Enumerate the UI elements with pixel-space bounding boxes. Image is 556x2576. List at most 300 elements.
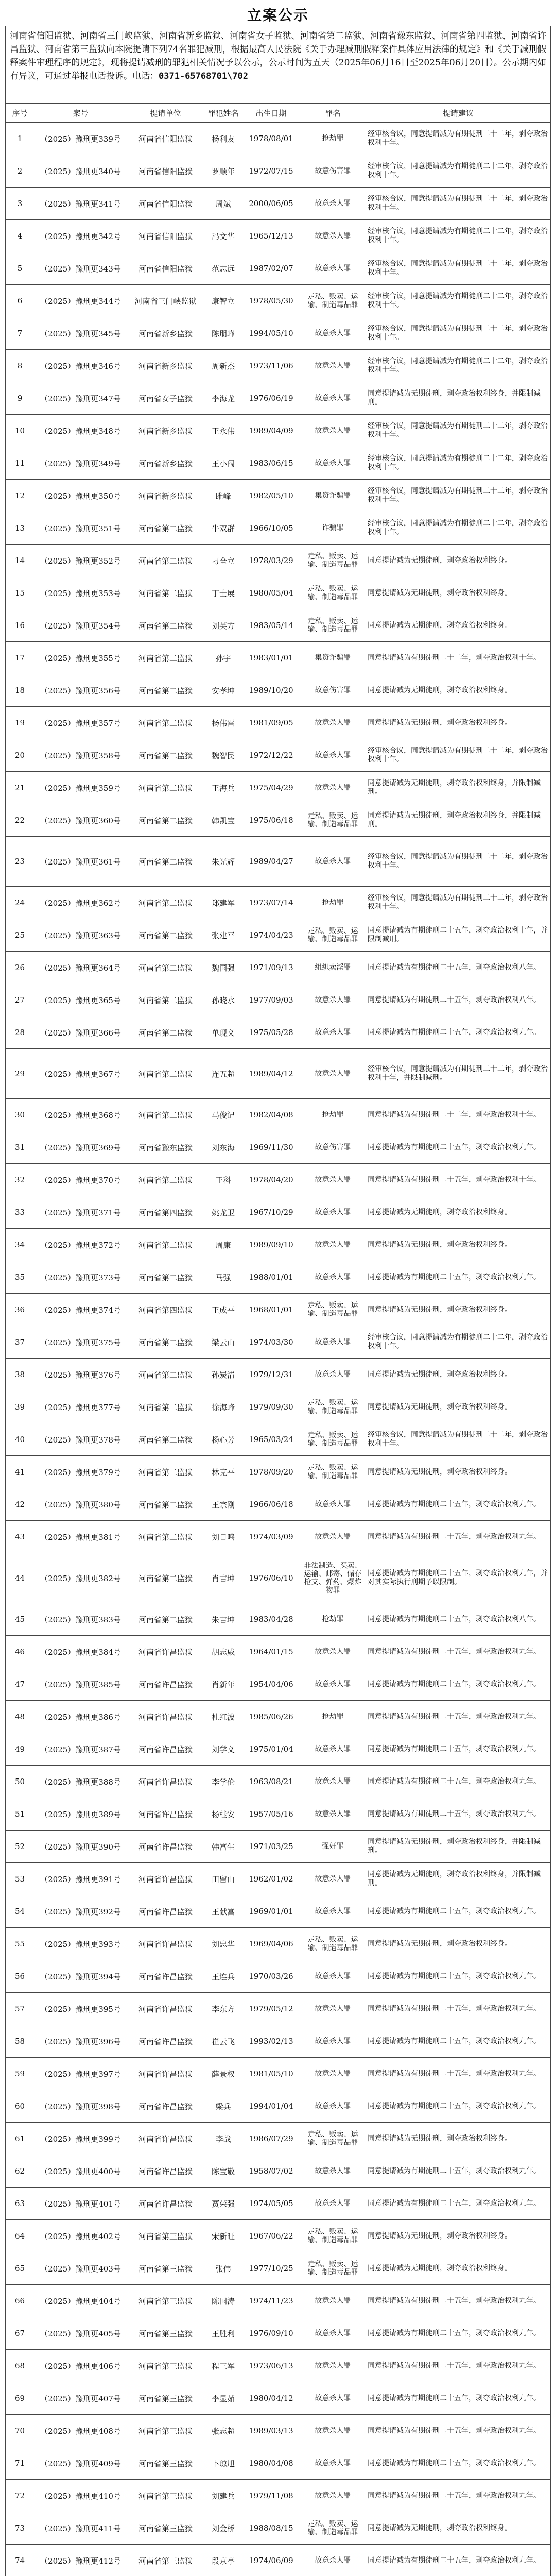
table-row: [6, 837, 551, 887]
cell-no: 54: [6, 1895, 34, 1928]
cell-suggestion: 同意提请减为有期徒刑二十五年，剥夺政治权利九年。: [366, 2545, 551, 2576]
cell-case: （2025）豫刑更373号: [34, 1261, 127, 1294]
cell-crime: 走私、贩卖、运输、制造毒品罪: [300, 609, 366, 642]
cell-case: （2025）豫刑更370号: [34, 1164, 127, 1196]
cell-unit: 河南省信阳监狱: [127, 220, 204, 252]
cell-no: 17: [6, 642, 34, 674]
cell-no: 6: [6, 285, 34, 317]
cell-crime: 故意杀人罪: [300, 1636, 366, 1668]
cell-case: （2025）豫刑更347号: [34, 382, 127, 415]
cell-name: 肖吉坤: [204, 1553, 242, 1603]
cell-no: 22: [6, 804, 34, 837]
cell-unit: 河南省信阳监狱: [127, 123, 204, 155]
cell-crime: 故意杀人罪: [300, 350, 366, 382]
table-row: [6, 2480, 551, 2512]
table-row: [6, 919, 551, 952]
cell-name: 刘东海: [204, 1131, 242, 1164]
cell-case: （2025）豫刑更411号: [34, 2512, 127, 2545]
cell-unit: 河南省许昌监狱: [127, 1636, 204, 1668]
cell-suggestion: 同意提请减为有期徒刑二十五年，剥夺政治权利九年。: [366, 2285, 551, 2317]
table-row: [6, 2025, 551, 2058]
cell-unit: 河南省新乡监狱: [127, 415, 204, 447]
table-row: [6, 1668, 551, 1701]
cell-unit: 河南省第二监狱: [127, 1326, 204, 1359]
cell-suggestion: 经审核合议，同意提请减为有期徒刑二十二年，剥夺政治权利十年。: [366, 317, 551, 350]
table-row: [6, 642, 551, 674]
cell-suggestion: 经审核合议，同意提请减为有期徒刑二十二年，剥夺政治权利十年。: [366, 739, 551, 772]
cell-unit: 河南省第二监狱: [127, 1016, 204, 1049]
cell-crime: 故意杀人罪: [300, 707, 366, 739]
cell-name: 朱光辉: [204, 837, 242, 887]
cell-no: 12: [6, 480, 34, 512]
cell-case: （2025）豫刑更405号: [34, 2317, 127, 2350]
cell-no: 70: [6, 2415, 34, 2447]
cell-suggestion: 经审核合议，同意提请减为有期徒刑二十二年，剥夺政治权利十年。: [366, 887, 551, 919]
cell-unit: 河南省第二监狱: [127, 739, 204, 772]
cell-case: （2025）豫刑更374号: [34, 1294, 127, 1326]
cell-crime: 故意杀人罪: [300, 1993, 366, 2025]
table-row: [6, 1294, 551, 1326]
cell-dob: 1958/07/02: [242, 2155, 300, 2188]
cell-unit: 河南省第二监狱: [127, 609, 204, 642]
cell-case: （2025）豫刑更371号: [34, 1196, 127, 1229]
cell-unit: 河南省许昌监狱: [127, 2090, 204, 2123]
cell-no: 36: [6, 1294, 34, 1326]
cell-name: 牛双群: [204, 512, 242, 545]
cell-dob: 1970/03/26: [242, 1960, 300, 1993]
table-row: [6, 480, 551, 512]
cell-dob: 1966/06/18: [242, 1488, 300, 1521]
table-row: [6, 1016, 551, 1049]
cell-unit: 河南省第二监狱: [127, 1423, 204, 1456]
cell-case: （2025）豫刑更375号: [34, 1326, 127, 1359]
cell-unit: 河南省许昌监狱: [127, 1831, 204, 1863]
cell-suggestion: 同意提请减为无期徒刑，剥夺政治权利终身。: [366, 577, 551, 609]
cell-unit: 河南省第二监狱: [127, 1164, 204, 1196]
cell-suggestion: 同意提请减为有期徒刑二十五年，剥夺政治权利九年。: [366, 2447, 551, 2480]
cell-suggestion: 同意提请减为有期徒刑二十五年，剥夺政治权利九年。: [366, 1701, 551, 1733]
cell-no: 38: [6, 1359, 34, 1391]
cell-suggestion: 同意提请减为无期徒刑，剥夺政治权利终身。: [366, 609, 551, 642]
cell-dob: 1973/11/06: [242, 350, 300, 382]
cell-unit: 河南省第二监狱: [127, 1099, 204, 1131]
case-table: [5, 103, 551, 2576]
cell-case: （2025）豫刑更368号: [34, 1099, 127, 1131]
cell-name: 范志远: [204, 252, 242, 285]
cell-crime: 故意杀人罪: [300, 2317, 366, 2350]
table-row: [6, 1636, 551, 1668]
cell-name: 孙宇: [204, 642, 242, 674]
cell-suggestion: 同意提请减为有期徒刑二十五年，剥夺政治权利九年。: [366, 1960, 551, 1993]
cell-case: （2025）豫刑更388号: [34, 1766, 127, 1798]
cell-case: （2025）豫刑更377号: [34, 1391, 127, 1423]
cell-crime: 走私、贩卖、运输、制造毒品罪: [300, 2512, 366, 2545]
cell-unit: 河南省第二监狱: [127, 707, 204, 739]
cell-crime: 故意杀人罪: [300, 772, 366, 804]
table-row: [6, 2123, 551, 2155]
cell-suggestion: 同意提请减为有期徒刑二十五年，剥夺政治权利九年。: [366, 1766, 551, 1798]
cell-crime: 故意杀人罪: [300, 1798, 366, 1831]
cell-unit: 河南省第二监狱: [127, 674, 204, 707]
cell-name: 王宗刚: [204, 1488, 242, 1521]
cell-no: 66: [6, 2285, 34, 2317]
cell-dob: 1966/10/05: [242, 512, 300, 545]
table-row: [6, 1521, 551, 1553]
cell-no: 73: [6, 2512, 34, 2545]
cell-dob: 1985/06/26: [242, 1701, 300, 1733]
cell-case: （2025）豫刑更406号: [34, 2350, 127, 2382]
cell-crime: 故意杀人罪: [300, 1049, 366, 1099]
cell-no: 27: [6, 984, 34, 1016]
table-row: [6, 887, 551, 919]
cell-crime: 走私、贩卖、运输、制造毒品罪: [300, 2123, 366, 2155]
cell-case: （2025）豫刑更394号: [34, 1960, 127, 1993]
cell-name: 刘金桥: [204, 2512, 242, 2545]
table-row: [6, 1229, 551, 1261]
cell-suggestion: 经审核合议，同意提请减为有期徒刑二十二年，剥夺政治权利十年。: [366, 188, 551, 220]
header-dob: 出生日期: [242, 104, 300, 123]
cell-case: （2025）豫刑更361号: [34, 837, 127, 887]
cell-case: （2025）豫刑更399号: [34, 2123, 127, 2155]
table-row: [6, 1960, 551, 1993]
table-row: [6, 1798, 551, 1831]
cell-case: （2025）豫刑更391号: [34, 1863, 127, 1895]
cell-no: 63: [6, 2188, 34, 2220]
cell-unit: 河南省第二监狱: [127, 642, 204, 674]
cell-no: 52: [6, 1831, 34, 1863]
cell-crime: 强奸罪: [300, 1831, 366, 1863]
cell-unit: 河南省第三监狱: [127, 2350, 204, 2382]
table-row: [6, 545, 551, 577]
cell-name: 贾荣强: [204, 2188, 242, 2220]
cell-suggestion: 同意提请减为有期徒刑二十五年，剥夺政治权利九年。: [366, 2025, 551, 2058]
cell-case: （2025）豫刑更392号: [34, 1895, 127, 1928]
table-row: [6, 317, 551, 350]
cell-name: 康智立: [204, 285, 242, 317]
cell-dob: 1977/09/03: [242, 984, 300, 1016]
cell-name: 李显茹: [204, 2382, 242, 2415]
cell-crime: 故意杀人罪: [300, 1488, 366, 1521]
cell-dob: 1968/01/01: [242, 1294, 300, 1326]
intro-text: 河南省信阳监狱、河南省三门峡监狱、河南省新乡监狱、河南省女子监狱、河南省第二监狱、河南省豫东监狱、河南省第四监狱、河南省许昌监狱、河南省第三监狱向本院提请下列74名罪犯减刑，根据最高人民法院《关于办理减刑假释案件具体应用法律的规定》和《关于减刑假释案件审理程序的规定》，现将提请减刑的罪犯相关情况予以公示，公示时间为五天（2025年06月16日至2025年06月20日）。公示期内如有异议，可通过举报电话投诉。电话：: [10, 31, 546, 81]
cell-unit: 河南省第二监狱: [127, 984, 204, 1016]
table-row: [6, 2285, 551, 2317]
cell-name: 李东方: [204, 1993, 242, 2025]
cell-case: （2025）豫刑更357号: [34, 707, 127, 739]
cell-name: 连五超: [204, 1049, 242, 1099]
cell-unit: 河南省许昌监狱: [127, 2155, 204, 2188]
cell-suggestion: 同意提请减为无期徒刑，剥夺政治权利终身。: [366, 2123, 551, 2155]
cell-unit: 河南省第二监狱: [127, 1049, 204, 1099]
cell-name: 王献富: [204, 1895, 242, 1928]
cell-suggestion: 同意提请减为无期徒刑，剥夺政治权利终身。: [366, 2512, 551, 2545]
cell-suggestion: 同意提请减为有期徒刑二十五年，剥夺政治权利九年。: [366, 2382, 551, 2415]
cell-name: 王胜利: [204, 2317, 242, 2350]
cell-no: 45: [6, 1603, 34, 1636]
cell-dob: 1978/05/30: [242, 285, 300, 317]
cell-suggestion: 同意提请减为有期徒刑二十五年，剥夺政治权利九年。: [366, 2090, 551, 2123]
cell-dob: 1989/04/09: [242, 415, 300, 447]
cell-suggestion: 经审核合议，同意提请减为有期徒刑二十二年，剥夺政治权利十年。: [366, 837, 551, 887]
cell-crime: 故意杀人罪: [300, 2382, 366, 2415]
cell-case: （2025）豫刑更366号: [34, 1016, 127, 1049]
table-row: [6, 285, 551, 317]
table-row: [6, 1863, 551, 1895]
cell-name: 陈朋峰: [204, 317, 242, 350]
table-header-row: [6, 104, 551, 123]
cell-name: 杨利友: [204, 123, 242, 155]
cell-suggestion: 同意提请减为有期徒刑二十五年，剥夺政治权利九年。: [366, 2415, 551, 2447]
cell-name: 杨心芳: [204, 1423, 242, 1456]
cell-unit: 河南省第四监狱: [127, 1196, 204, 1229]
cell-case: （2025）豫刑更398号: [34, 2090, 127, 2123]
table-row: [6, 1423, 551, 1456]
cell-unit: 河南省第四监狱: [127, 1294, 204, 1326]
cell-dob: 1972/12/22: [242, 739, 300, 772]
cell-case: （2025）豫刑更353号: [34, 577, 127, 609]
cell-case: （2025）豫刑更363号: [34, 919, 127, 952]
cell-case: （2025）豫刑更358号: [34, 739, 127, 772]
table-row: [6, 1603, 551, 1636]
cell-crime: 走私、贩卖、运输、制造毒品罪: [300, 1423, 366, 1456]
cell-case: （2025）豫刑更403号: [34, 2252, 127, 2285]
cell-crime: 集资诈骗罪: [300, 480, 366, 512]
table-row: [6, 1359, 551, 1391]
cell-case: （2025）豫刑更397号: [34, 2058, 127, 2090]
cell-crime: 故意杀人罪: [300, 2025, 366, 2058]
cell-no: 20: [6, 739, 34, 772]
cell-suggestion: 同意提请减为有期徒刑二十五年，剥夺政治权利九年。: [366, 2058, 551, 2090]
cell-no: 9: [6, 382, 34, 415]
cell-name: 梁云山: [204, 1326, 242, 1359]
cell-no: 25: [6, 919, 34, 952]
cell-crime: 故意杀人罪: [300, 1668, 366, 1701]
table-row: [6, 804, 551, 837]
cell-dob: 1976/09/10: [242, 2317, 300, 2350]
cell-crime: 走私、贩卖、运输、制造毒品罪: [300, 1294, 366, 1326]
cell-dob: 1978/08/01: [242, 123, 300, 155]
cell-unit: 河南省第二监狱: [127, 1359, 204, 1391]
cell-no: 7: [6, 317, 34, 350]
cell-dob: 1983/05/14: [242, 609, 300, 642]
cell-suggestion: 同意提请减为无期徒刑，剥夺政治权利终身。: [366, 1456, 551, 1488]
table-row: [6, 1261, 551, 1294]
cell-dob: 1975/05/28: [242, 1016, 300, 1049]
cell-case: （2025）豫刑更393号: [34, 1928, 127, 1960]
cell-name: 梁兵: [204, 2090, 242, 2123]
cell-case: （2025）豫刑更364号: [34, 952, 127, 984]
cell-unit: 河南省许昌监狱: [127, 1895, 204, 1928]
header-no: 序号: [6, 104, 34, 123]
cell-crime: 故意杀人罪: [300, 2058, 366, 2090]
cell-suggestion: 经审核合议，同意提请减为有期徒刑二十二年，剥夺政治权利十年。: [366, 350, 551, 382]
cell-unit: 河南省第三监狱: [127, 2220, 204, 2252]
cell-crime: 走私、贩卖、运输、制造毒品罪: [300, 285, 366, 317]
cell-dob: 1986/07/29: [242, 2123, 300, 2155]
cell-no: 32: [6, 1164, 34, 1196]
cell-no: 56: [6, 1960, 34, 1993]
table-row: [6, 2188, 551, 2220]
cell-crime: 抢劫罪: [300, 1701, 366, 1733]
cell-crime: 抢劫罪: [300, 123, 366, 155]
cell-dob: 1979/11/08: [242, 2480, 300, 2512]
cell-dob: 1989/10/20: [242, 674, 300, 707]
cell-crime: 走私、贩卖、运输、制造毒品罪: [300, 1456, 366, 1488]
cell-case: （2025）豫刑更348号: [34, 415, 127, 447]
cell-suggestion: 经审核合议，同意提请减为有期徒刑二十二年，剥夺政治权利十年。: [366, 1326, 551, 1359]
header-crime: 罪名: [300, 104, 366, 123]
cell-case: （2025）豫刑更354号: [34, 609, 127, 642]
cell-unit: 河南省第二监狱: [127, 887, 204, 919]
cell-crime: 走私、贩卖、运输、制造毒品罪: [300, 2252, 366, 2285]
cell-name: 宋新旺: [204, 2220, 242, 2252]
cell-unit: 河南省女子监狱: [127, 382, 204, 415]
table-row: [6, 1456, 551, 1488]
cell-dob: 1978/09/20: [242, 1456, 300, 1488]
cell-no: 55: [6, 1928, 34, 1960]
cell-name: 马强: [204, 1261, 242, 1294]
cell-dob: 1993/02/13: [242, 2025, 300, 2058]
cell-suggestion: 同意提请减为无期徒刑，剥夺政治权利终身，并限制减刑。: [366, 772, 551, 804]
cell-name: 韩富生: [204, 1831, 242, 1863]
cell-name: 刘建兵: [204, 2480, 242, 2512]
cell-unit: 河南省第二监狱: [127, 804, 204, 837]
cell-no: 14: [6, 545, 34, 577]
cell-name: 张伟: [204, 2252, 242, 2285]
cell-case: （2025）豫刑更356号: [34, 674, 127, 707]
table-row: [6, 1733, 551, 1766]
cell-suggestion: 同意提请减为有期徒刑二十五年，剥夺政治权利九年。: [366, 2155, 551, 2188]
cell-crime: 故意杀人罪: [300, 382, 366, 415]
cell-dob: 1963/08/21: [242, 1766, 300, 1798]
cell-case: （2025）豫刑更360号: [34, 804, 127, 837]
cell-no: 61: [6, 2123, 34, 2155]
cell-dob: 1980/05/04: [242, 577, 300, 609]
cell-unit: 河南省许昌监狱: [127, 1766, 204, 1798]
cell-suggestion: 同意提请减为有期徒刑二十五年，剥夺政治权利九年。: [366, 1895, 551, 1928]
cell-unit: 河南省许昌监狱: [127, 1701, 204, 1733]
cell-dob: 1983/04/28: [242, 1603, 300, 1636]
cell-no: 29: [6, 1049, 34, 1099]
table-row: [6, 2058, 551, 2090]
cell-unit: 河南省豫东监狱: [127, 1131, 204, 1164]
cell-unit: 河南省许昌监狱: [127, 1928, 204, 1960]
cell-suggestion: 同意提请减为无期徒刑，剥夺政治权利终身，并限制减刑。: [366, 804, 551, 837]
cell-dob: 1965/03/24: [242, 1423, 300, 1456]
table-row: [6, 707, 551, 739]
cell-case: （2025）豫刑更402号: [34, 2220, 127, 2252]
cell-no: 68: [6, 2350, 34, 2382]
cell-unit: 河南省第三监狱: [127, 2447, 204, 2480]
cell-crime: 非法制造、买卖、运输、邮寄、储存枪支、弹药、爆炸物罪: [300, 1553, 366, 1603]
cell-case: （2025）豫刑更346号: [34, 350, 127, 382]
cell-name: 刘日鸣: [204, 1521, 242, 1553]
cell-dob: 1988/01/01: [242, 1261, 300, 1294]
cell-dob: 1973/07/14: [242, 887, 300, 919]
cell-name: 王海兵: [204, 772, 242, 804]
cell-no: 72: [6, 2480, 34, 2512]
cell-suggestion: 同意提请减为有期徒刑二十五年，剥夺政治权利九年。: [366, 1016, 551, 1049]
cell-name: 肖新年: [204, 1668, 242, 1701]
cell-suggestion: 同意提请减为有期徒刑二十五年，剥夺政治权利九年。: [366, 2350, 551, 2382]
cell-unit: 河南省第三监狱: [127, 2252, 204, 2285]
cell-case: （2025）豫刑更409号: [34, 2447, 127, 2480]
cell-name: 杜红波: [204, 1701, 242, 1733]
cell-crime: 故意杀人罪: [300, 415, 366, 447]
cell-suggestion: 同意提请减为无期徒刑，剥夺政治权利终身。: [366, 1928, 551, 1960]
cell-crime: 故意杀人罪: [300, 1261, 366, 1294]
cell-no: 10: [6, 415, 34, 447]
cell-dob: 1981/05/10: [242, 2058, 300, 2090]
table-row: [6, 2090, 551, 2123]
cell-case: （2025）豫刑更344号: [34, 285, 127, 317]
cell-name: 卜琼旭: [204, 2447, 242, 2480]
cell-no: 33: [6, 1196, 34, 1229]
cell-unit: 河南省许昌监狱: [127, 2058, 204, 2090]
cell-crime: 故意杀人罪: [300, 739, 366, 772]
cell-case: （2025）豫刑更378号: [34, 1423, 127, 1456]
cell-unit: 河南省新乡监狱: [127, 480, 204, 512]
cell-suggestion: 同意提请减为有期徒刑二十五年，剥夺政治权利九年。: [366, 2317, 551, 2350]
cell-dob: 1989/04/12: [242, 1049, 300, 1099]
cell-no: 37: [6, 1326, 34, 1359]
cell-name: 罗顺年: [204, 155, 242, 188]
cell-crime: 故意杀人罪: [300, 1016, 366, 1049]
cell-unit: 河南省许昌监狱: [127, 1993, 204, 2025]
cell-dob: 1980/04/12: [242, 2382, 300, 2415]
cell-case: （2025）豫刑更396号: [34, 2025, 127, 2058]
table-row: [6, 2512, 551, 2545]
cell-crime: 故意伤害罪: [300, 1131, 366, 1164]
cell-unit: 河南省第二监狱: [127, 772, 204, 804]
cell-crime: 故意杀人罪: [300, 1960, 366, 1993]
table-row: [6, 1164, 551, 1196]
cell-dob: 1962/01/02: [242, 1863, 300, 1895]
cell-case: （2025）豫刑更400号: [34, 2155, 127, 2188]
cell-crime: 故意杀人罪: [300, 1326, 366, 1359]
cell-unit: 河南省第三监狱: [127, 2285, 204, 2317]
cell-no: 21: [6, 772, 34, 804]
cell-no: 71: [6, 2447, 34, 2480]
cell-unit: 河南省第三监狱: [127, 2545, 204, 2576]
cell-suggestion: 同意提请减为有期徒刑二十五年，剥夺政治权利九年。: [366, 1261, 551, 1294]
table-row: [6, 577, 551, 609]
cell-name: 田留山: [204, 1863, 242, 1895]
cell-unit: 河南省许昌监狱: [127, 1798, 204, 1831]
cell-unit: 河南省第二监狱: [127, 1456, 204, 1488]
cell-case: （2025）豫刑更342号: [34, 220, 127, 252]
cell-crime: 抢劫罪: [300, 887, 366, 919]
cell-case: （2025）豫刑更345号: [34, 317, 127, 350]
cell-dob: 1994/01/04: [242, 2090, 300, 2123]
cell-crime: 集资诈骗罪: [300, 642, 366, 674]
cell-no: 58: [6, 2025, 34, 2058]
cell-name: 周斌: [204, 188, 242, 220]
cell-no: 24: [6, 887, 34, 919]
cell-dob: 1976/06/10: [242, 1553, 300, 1603]
cell-dob: 1969/04/06: [242, 1928, 300, 1960]
header-unit: 提请单位: [127, 104, 204, 123]
cell-case: （2025）豫刑更367号: [34, 1049, 127, 1099]
cell-dob: 1978/03/29: [242, 545, 300, 577]
table-row: [6, 1993, 551, 2025]
cell-crime: 组织卖淫罪: [300, 952, 366, 984]
cell-unit: 河南省第二监狱: [127, 512, 204, 545]
table-row: [6, 123, 551, 155]
cell-case: （2025）豫刑更379号: [34, 1456, 127, 1488]
cell-no: 47: [6, 1668, 34, 1701]
table-row: [6, 2382, 551, 2415]
